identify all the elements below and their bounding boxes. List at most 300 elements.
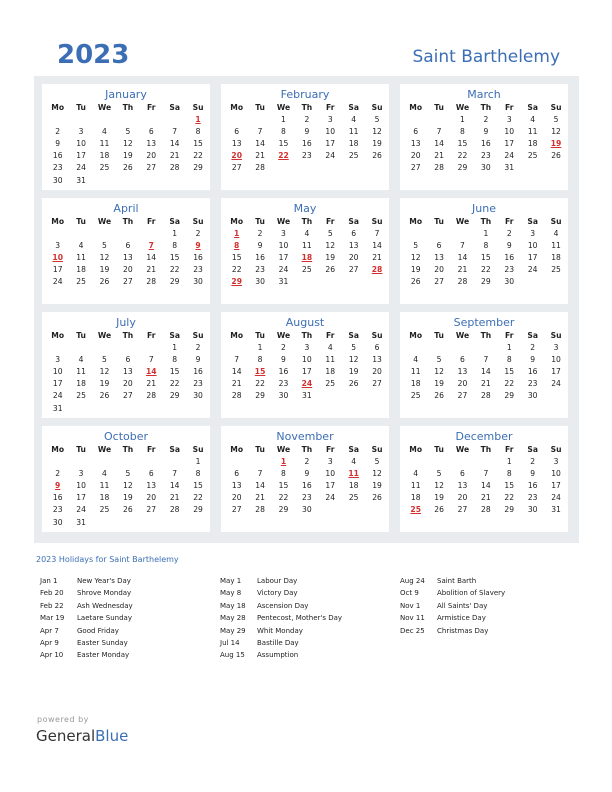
day-cell: 14: [169, 139, 180, 149]
holiday-name: Victory Day: [257, 589, 298, 598]
day-cell: 18: [348, 481, 359, 491]
weekday-header: Tu: [255, 331, 265, 340]
day-cell: 26: [123, 163, 133, 173]
empty-cell: [116, 456, 139, 468]
day-cell: 20: [434, 265, 444, 275]
day-cell: 23: [527, 379, 538, 389]
day-cell: 21: [231, 379, 242, 389]
day-cell: 14: [481, 481, 491, 491]
day-grid: [46, 330, 206, 415]
weekday-header: Su: [550, 217, 562, 226]
day-cell: 11: [76, 367, 86, 377]
day-cell: 27: [457, 505, 468, 515]
weekday-header: Tu: [255, 445, 265, 454]
weekday-header: Mo: [409, 217, 423, 226]
day-cell: 28: [434, 163, 444, 173]
day-cell: 18: [76, 265, 86, 275]
day-cell: 17: [76, 493, 86, 503]
day-cell: 25: [348, 493, 359, 503]
weekday-header: Fr: [326, 445, 335, 454]
day-cell: 9: [195, 355, 201, 365]
holiday-column-1: [40, 575, 133, 662]
day-cell: 8: [460, 127, 465, 137]
weekday-header: Su: [371, 217, 383, 226]
day-cell: 11: [410, 481, 421, 491]
day-cell: 17: [551, 367, 561, 377]
day-cell: 3: [530, 229, 536, 239]
holiday-row: [40, 625, 133, 637]
day-cell: 3: [78, 127, 84, 137]
day-cell: 28: [481, 391, 491, 401]
empty-cell: [474, 342, 497, 354]
month-name: March: [467, 88, 501, 101]
weekday-header: Fr: [147, 217, 156, 226]
day-cell: 7: [460, 241, 465, 251]
day-cell: 6: [460, 355, 465, 365]
day-cell: 18: [527, 139, 538, 149]
day-cell: 3: [55, 241, 61, 251]
day-cell: 2: [281, 343, 286, 353]
day-cell: 30: [52, 175, 63, 185]
day-cell: 20: [457, 379, 468, 389]
empty-cell: [93, 228, 116, 240]
day-cell: 4: [304, 229, 310, 239]
day-grid: [225, 216, 385, 289]
day-cell: 10: [325, 127, 336, 137]
holiday-date: May 1: [220, 577, 242, 585]
empty-cell: [225, 456, 248, 468]
day-cell: 27: [372, 379, 382, 389]
day-cell: 25: [76, 277, 86, 287]
month-name: July: [116, 316, 136, 329]
day-cell: 9: [257, 241, 263, 251]
day-cell: 26: [325, 265, 336, 275]
day-cell: 3: [281, 229, 286, 239]
day-cell: 25: [551, 265, 561, 275]
day-cell: 29: [504, 391, 515, 401]
day-cell: 21: [481, 379, 491, 389]
holiday-day-cell: 19: [550, 139, 562, 149]
empty-cell: [69, 114, 92, 126]
day-cell: 1: [172, 229, 178, 239]
day-cell: 18: [551, 253, 561, 263]
day-cell: 10: [551, 355, 561, 365]
day-cell: 17: [527, 253, 538, 263]
day-grid: [225, 444, 385, 517]
holiday-row: [220, 637, 342, 649]
day-cell: 26: [372, 151, 382, 161]
day-cell: 5: [102, 355, 107, 365]
day-cell: 3: [327, 457, 333, 467]
day-cell: 5: [413, 241, 419, 251]
weekday-header: Sa: [169, 331, 180, 340]
day-cell: 26: [99, 277, 110, 287]
holiday-date: May 28: [220, 614, 246, 623]
weekday-header: Su: [550, 103, 562, 112]
day-cell: 30: [302, 505, 312, 515]
day-cell: 31: [551, 505, 561, 515]
brand-logo[interactable]: [36, 727, 128, 745]
day-cell: 20: [146, 493, 157, 503]
day-cell: 11: [527, 127, 538, 137]
day-cell: 19: [372, 481, 382, 491]
day-cell: 2: [55, 127, 61, 137]
day-cell: 18: [99, 151, 110, 161]
empty-cell: [93, 456, 116, 468]
empty-cell: [451, 228, 474, 240]
holiday-day-cell: 1: [195, 115, 201, 125]
day-cell: 18: [325, 367, 336, 377]
day-cell: 20: [457, 493, 468, 503]
weekday-header: We: [455, 445, 470, 454]
day-cell: 12: [123, 481, 133, 491]
holiday-name: Ascension Day: [257, 601, 309, 610]
day-cell: 3: [553, 457, 559, 467]
day-cell: 13: [410, 139, 421, 149]
day-cell: 29: [169, 391, 180, 401]
weekday-header: Tu: [76, 331, 86, 340]
day-cell: 6: [351, 229, 357, 239]
day-cell: 16: [527, 367, 538, 377]
day-cell: 16: [504, 253, 515, 263]
empty-cell: [248, 114, 271, 126]
day-cell: 19: [99, 379, 110, 389]
day-cell: 19: [348, 367, 359, 377]
holiday-date: Dec 25: [400, 626, 425, 635]
empty-cell: [69, 456, 92, 468]
day-cell: 10: [527, 241, 538, 251]
weekday-header: We: [455, 217, 470, 226]
day-cell: 5: [374, 115, 380, 125]
weekday-header: Th: [301, 445, 313, 454]
holiday-row: [40, 600, 133, 612]
day-cell: 3: [55, 355, 61, 365]
day-cell: 21: [434, 151, 444, 161]
day-cell: 22: [169, 379, 180, 389]
holiday-day-cell: 1: [234, 229, 240, 239]
weekday-header: Sa: [348, 445, 359, 454]
day-cell: 23: [52, 505, 63, 515]
holiday-date: Apr 7: [40, 626, 59, 635]
weekday-header: Mo: [409, 103, 423, 112]
empty-cell: [404, 342, 427, 354]
day-cell: 7: [234, 355, 240, 365]
weekday-header: Tu: [434, 331, 444, 340]
holiday-day-cell: 28: [371, 265, 383, 275]
day-cell: 19: [434, 379, 444, 389]
day-cell: 4: [413, 355, 419, 365]
empty-cell: [140, 456, 163, 468]
day-cell: 17: [76, 151, 86, 161]
day-cell: 26: [123, 505, 133, 515]
day-cell: 26: [551, 151, 561, 161]
day-cell: 14: [481, 367, 491, 377]
day-cell: 20: [348, 253, 359, 263]
day-cell: 23: [481, 151, 491, 161]
weekday-header: Mo: [409, 331, 423, 340]
weekday-header: Tu: [434, 445, 444, 454]
day-cell: 15: [504, 367, 515, 377]
day-cell: 21: [255, 493, 265, 503]
day-cell: 2: [506, 229, 512, 239]
day-cell: 4: [78, 355, 84, 365]
day-cell: 10: [278, 241, 289, 251]
holiday-date: Jul 14: [220, 638, 240, 647]
empty-cell: [46, 456, 69, 468]
day-cell: 26: [410, 277, 421, 287]
day-cell: 26: [372, 493, 382, 503]
holiday-row: [400, 600, 505, 612]
holiday-name: Assumption: [257, 651, 299, 660]
empty-cell: [451, 456, 474, 468]
day-cell: 23: [278, 379, 289, 389]
day-cell: 8: [195, 127, 201, 137]
day-cell: 9: [530, 469, 536, 479]
month-name: October: [103, 430, 149, 443]
day-cell: 10: [76, 481, 86, 491]
holiday-day-cell: 18: [301, 253, 313, 263]
day-cell: 24: [76, 505, 86, 515]
day-cell: 21: [146, 265, 157, 275]
day-cell: 23: [52, 163, 63, 173]
empty-cell: [46, 342, 69, 354]
weekday-header: Sa: [527, 445, 538, 454]
weekday-header: Su: [192, 217, 204, 226]
weekday-header: Fr: [505, 445, 514, 454]
day-cell: 24: [504, 151, 515, 161]
day-cell: 18: [348, 139, 359, 149]
weekday-header: Fr: [147, 445, 156, 454]
day-cell: 31: [52, 403, 63, 413]
day-cell: 19: [123, 493, 133, 503]
holiday-column-2: [220, 575, 342, 662]
day-cell: 15: [231, 253, 242, 263]
day-cell: 1: [483, 229, 489, 239]
day-cell: 17: [325, 481, 336, 491]
year-title: 2023: [57, 40, 130, 70]
day-cell: 18: [410, 379, 421, 389]
day-cell: 17: [504, 139, 515, 149]
day-cell: 1: [506, 343, 512, 353]
holiday-day-cell: 15: [254, 367, 266, 377]
holiday-row: [400, 612, 505, 624]
day-cell: 6: [148, 127, 154, 137]
day-cell: 22: [457, 151, 468, 161]
holiday-row: [40, 587, 133, 599]
holiday-day-cell: 22: [278, 151, 289, 161]
holiday-row: [220, 587, 342, 599]
month-november: [221, 426, 389, 532]
day-cell: 22: [231, 265, 242, 275]
weekday-header: Tu: [255, 103, 265, 112]
day-cell: 13: [146, 481, 157, 491]
weekday-header: Mo: [230, 331, 244, 340]
day-cell: 5: [125, 469, 131, 479]
day-cell: 20: [123, 379, 133, 389]
day-cell: 16: [302, 139, 312, 149]
holiday-date: Apr 9: [40, 638, 59, 647]
holiday-date: Apr 10: [40, 651, 64, 660]
day-cell: 11: [302, 241, 312, 251]
holiday-name: All Saints' Day: [437, 601, 488, 610]
weekday-header: Mo: [51, 103, 65, 112]
holiday-day-cell: 14: [145, 367, 157, 377]
month-february: [221, 84, 389, 190]
day-cell: 14: [169, 481, 180, 491]
day-cell: 17: [551, 481, 561, 491]
weekday-header: Sa: [169, 217, 180, 226]
empty-cell: [69, 342, 92, 354]
day-cell: 13: [231, 139, 242, 149]
month-august: [221, 312, 389, 418]
day-grid: [404, 216, 564, 289]
day-cell: 24: [551, 379, 561, 389]
weekday-header: Su: [371, 445, 383, 454]
day-cell: 5: [553, 115, 559, 125]
month-name: August: [285, 316, 325, 329]
month-name: May: [293, 202, 317, 215]
day-cell: 3: [553, 343, 559, 353]
weekday-header: Sa: [348, 103, 359, 112]
day-cell: 6: [413, 127, 419, 137]
day-cell: 9: [530, 355, 536, 365]
day-cell: 16: [52, 493, 63, 503]
day-cell: 6: [234, 469, 240, 479]
day-cell: 28: [255, 505, 265, 515]
day-cell: 5: [351, 343, 357, 353]
holiday-row: [400, 575, 505, 587]
holiday-day-cell: 9: [195, 241, 201, 251]
day-cell: 24: [52, 391, 63, 401]
weekday-header: Th: [480, 103, 492, 112]
day-cell: 27: [146, 163, 157, 173]
day-cell: 13: [146, 139, 157, 149]
holiday-day-cell: 7: [148, 241, 154, 251]
day-grid: [404, 330, 564, 403]
month-october: [42, 426, 210, 532]
day-cell: 27: [410, 163, 421, 173]
day-cell: 6: [148, 469, 154, 479]
holiday-date: Feb 20: [40, 589, 64, 598]
weekday-header: Sa: [169, 445, 180, 454]
weekday-header: Sa: [527, 217, 538, 226]
day-cell: 21: [481, 493, 491, 503]
day-cell: 6: [234, 127, 240, 137]
day-cell: 12: [372, 127, 382, 137]
holiday-row: [400, 587, 505, 599]
day-cell: 21: [457, 265, 468, 275]
day-cell: 4: [102, 469, 107, 479]
day-cell: 1: [172, 343, 178, 353]
day-cell: 28: [457, 277, 468, 287]
day-cell: 4: [351, 457, 357, 467]
month-april: [42, 198, 210, 304]
day-cell: 28: [169, 505, 180, 515]
day-cell: 26: [348, 379, 359, 389]
day-cell: 21: [169, 493, 180, 503]
day-cell: 13: [457, 481, 468, 491]
empty-cell: [427, 228, 450, 240]
day-cell: 5: [374, 457, 380, 467]
day-cell: 30: [278, 391, 289, 401]
day-cell: 15: [504, 481, 515, 491]
day-cell: 17: [52, 379, 63, 389]
day-cell: 23: [255, 265, 265, 275]
day-grid: [404, 444, 564, 517]
empty-cell: [427, 456, 450, 468]
empty-cell: [69, 228, 92, 240]
day-cell: 15: [193, 139, 203, 149]
weekday-header: Th: [301, 331, 313, 340]
day-cell: 21: [146, 379, 157, 389]
empty-cell: [140, 342, 163, 354]
day-cell: 5: [125, 127, 131, 137]
day-cell: 18: [410, 493, 421, 503]
holiday-row: [220, 649, 342, 661]
day-cell: 24: [278, 265, 289, 275]
holiday-day-cell: 10: [52, 253, 63, 263]
empty-cell: [225, 342, 248, 354]
empty-cell: [116, 228, 139, 240]
weekday-header: Sa: [348, 331, 359, 340]
day-cell: 25: [302, 265, 312, 275]
weekday-header: We: [97, 331, 112, 340]
day-cell: 30: [52, 517, 63, 527]
day-cell: 20: [146, 151, 157, 161]
day-cell: 24: [76, 163, 86, 173]
holiday-row: [40, 637, 133, 649]
weekday-header: We: [97, 445, 112, 454]
weekday-header: Th: [122, 103, 134, 112]
holiday-name: Armistice Day: [437, 614, 486, 623]
holiday-row: [220, 575, 342, 587]
weekday-header: Fr: [147, 331, 156, 340]
day-cell: 13: [123, 253, 133, 263]
day-cell: 3: [78, 469, 84, 479]
day-cell: 30: [193, 391, 203, 401]
day-cell: 9: [304, 127, 310, 137]
day-cell: 16: [481, 139, 491, 149]
day-grid: [46, 444, 206, 529]
day-cell: 12: [123, 139, 133, 149]
holiday-date: Oct 9: [400, 589, 419, 598]
day-cell: 15: [169, 367, 180, 377]
day-cell: 29: [255, 391, 265, 401]
day-cell: 7: [257, 469, 263, 479]
month-may: [221, 198, 389, 304]
day-cell: 17: [325, 139, 336, 149]
day-cell: 17: [52, 265, 63, 275]
weekday-header: Fr: [326, 331, 335, 340]
day-cell: 25: [99, 505, 110, 515]
weekday-header: Mo: [230, 103, 244, 112]
weekday-header: Fr: [505, 217, 514, 226]
weekday-header: We: [276, 217, 291, 226]
weekday-header: We: [455, 103, 470, 112]
day-grid: [225, 330, 385, 403]
day-cell: 25: [410, 391, 421, 401]
day-cell: 12: [551, 127, 561, 137]
weekday-header: Sa: [527, 103, 538, 112]
day-cell: 23: [527, 493, 538, 503]
day-cell: 8: [195, 469, 201, 479]
holiday-row: [40, 575, 133, 587]
day-cell: 3: [506, 115, 512, 125]
day-cell: 16: [52, 151, 63, 161]
powered-by-text: powered by: [37, 715, 89, 724]
day-cell: 16: [527, 481, 538, 491]
day-cell: 27: [457, 391, 468, 401]
